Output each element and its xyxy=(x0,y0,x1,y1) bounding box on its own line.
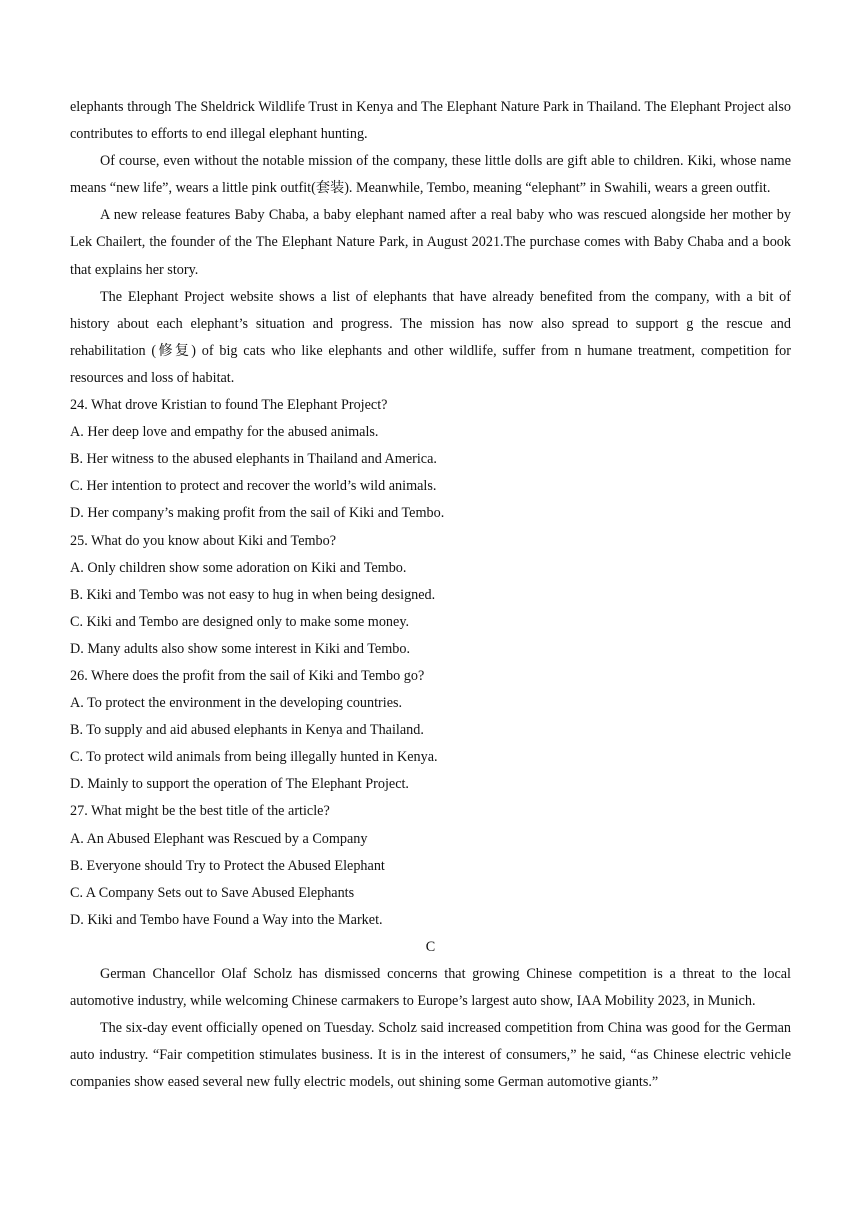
answer-option: C. To protect wild animals from being illegally hunted in Kenya. xyxy=(70,749,438,766)
answer-option: B. Kiki and Tembo was not easy to hug in when being designed. xyxy=(70,586,436,603)
answer-option: C. Kiki and Tembo are designed only to make some money. xyxy=(70,613,410,630)
answer-option: D. Kiki and Tembo have Found a Way into the Market. xyxy=(70,911,383,928)
answer-option: D. Many adults also show some interest in Kiki and Tembo. xyxy=(70,640,410,657)
passage-b-paragraph: A new release features Baby Chaba, a baby elephant named after a real baby who was rescued alongside her mother by Lek Chailert, the founder of the The Elephant Nature Park, in August 2021.The purchase comes with Baby Chaba and a book that explains her story. xyxy=(70,207,791,278)
passage-b-paragraph: elephants through The Sheldrick Wildlife Trust in Kenya and The Elephant Nature Park in Thailand. The Elephant Project also contributes to efforts to end illegal elephant hunting. xyxy=(70,99,791,143)
passage-b xyxy=(70,94,791,392)
answer-option: C. Her intention to protect and recover the world’s wild animals. xyxy=(70,478,437,495)
answer-option: C. A Company Sets out to Save Abused Elephants xyxy=(70,884,355,901)
answer-option: A. To protect the environment in the developing countries. xyxy=(70,695,403,712)
passage-c-paragraph: The six-day event officially opened on Tuesday. Scholz said increased competition from China was good for the German auto industry. “Fair competition stimulates business. It is in the interest of consumers,” he said, “as Chinese electric vehicle companies show eased several new fully electric models, out shining some German automotive giants.” xyxy=(70,1020,791,1091)
answer-option: B. To supply and aid abused elephants in Kenya and Thailand. xyxy=(70,722,424,739)
answer-option: D. Her company’s making profit from the sail of Kiki and Tembo. xyxy=(70,505,445,522)
answer-option: A. Her deep love and empathy for the abused animals. xyxy=(70,424,379,441)
passage-c-paragraph: German Chancellor Olaf Scholz has dismissed concerns that growing Chinese competition is a threat to the local automotive industry, while welcoming Chinese carmakers to Europe’s largest auto show, IAA Mobility 2023, in Munich. xyxy=(70,966,791,1010)
answer-option: B. Her witness to the abused elephants in Thailand and America. xyxy=(70,451,437,468)
question-stem: 25. What do you know about Kiki and Tembo? xyxy=(70,532,337,549)
passage-b-paragraph: The Elephant Project website shows a list of elephants that have already benefited from the company, with a bit of history about each elephant’s situation and progress. The mission has now also spread to support g the rescue and rehabilitation (修复) of big cats who like elephants and other wildlife, suffer from n humane treatment, competition for resources and loss of habitat. xyxy=(70,288,791,386)
answer-option: D. Mainly to support the operation of The Elephant Project. xyxy=(70,776,409,793)
question-26 xyxy=(70,663,791,798)
document-page xyxy=(70,94,791,1096)
question-stem: 26. Where does the profit from the sail of Kiki and Tembo go? xyxy=(70,667,425,684)
question-25 xyxy=(70,528,791,663)
answer-option: B. Everyone should Try to Protect the Abused Elephant xyxy=(70,857,385,874)
answer-option: A. Only children show some adoration on Kiki and Tembo. xyxy=(70,559,407,576)
passage-c xyxy=(70,961,791,1096)
passage-b-paragraph: Of course, even without the notable mission of the company, these little dolls are gift able to children. Kiki, whose name means “new life”, wears a little pink outfit(套装). Meanwhile, Tembo, meaning “elephant” in Swahili, wears a green outfit. xyxy=(70,153,791,197)
section-heading-c: C xyxy=(425,938,436,955)
question-27 xyxy=(70,798,791,933)
question-24 xyxy=(70,392,791,527)
answer-option: A. An Abused Elephant was Rescued by a Company xyxy=(70,830,368,847)
question-stem: 27. What might be the best title of the article? xyxy=(70,803,330,820)
question-stem: 24. What drove Kristian to found The Elephant Project? xyxy=(70,397,388,414)
